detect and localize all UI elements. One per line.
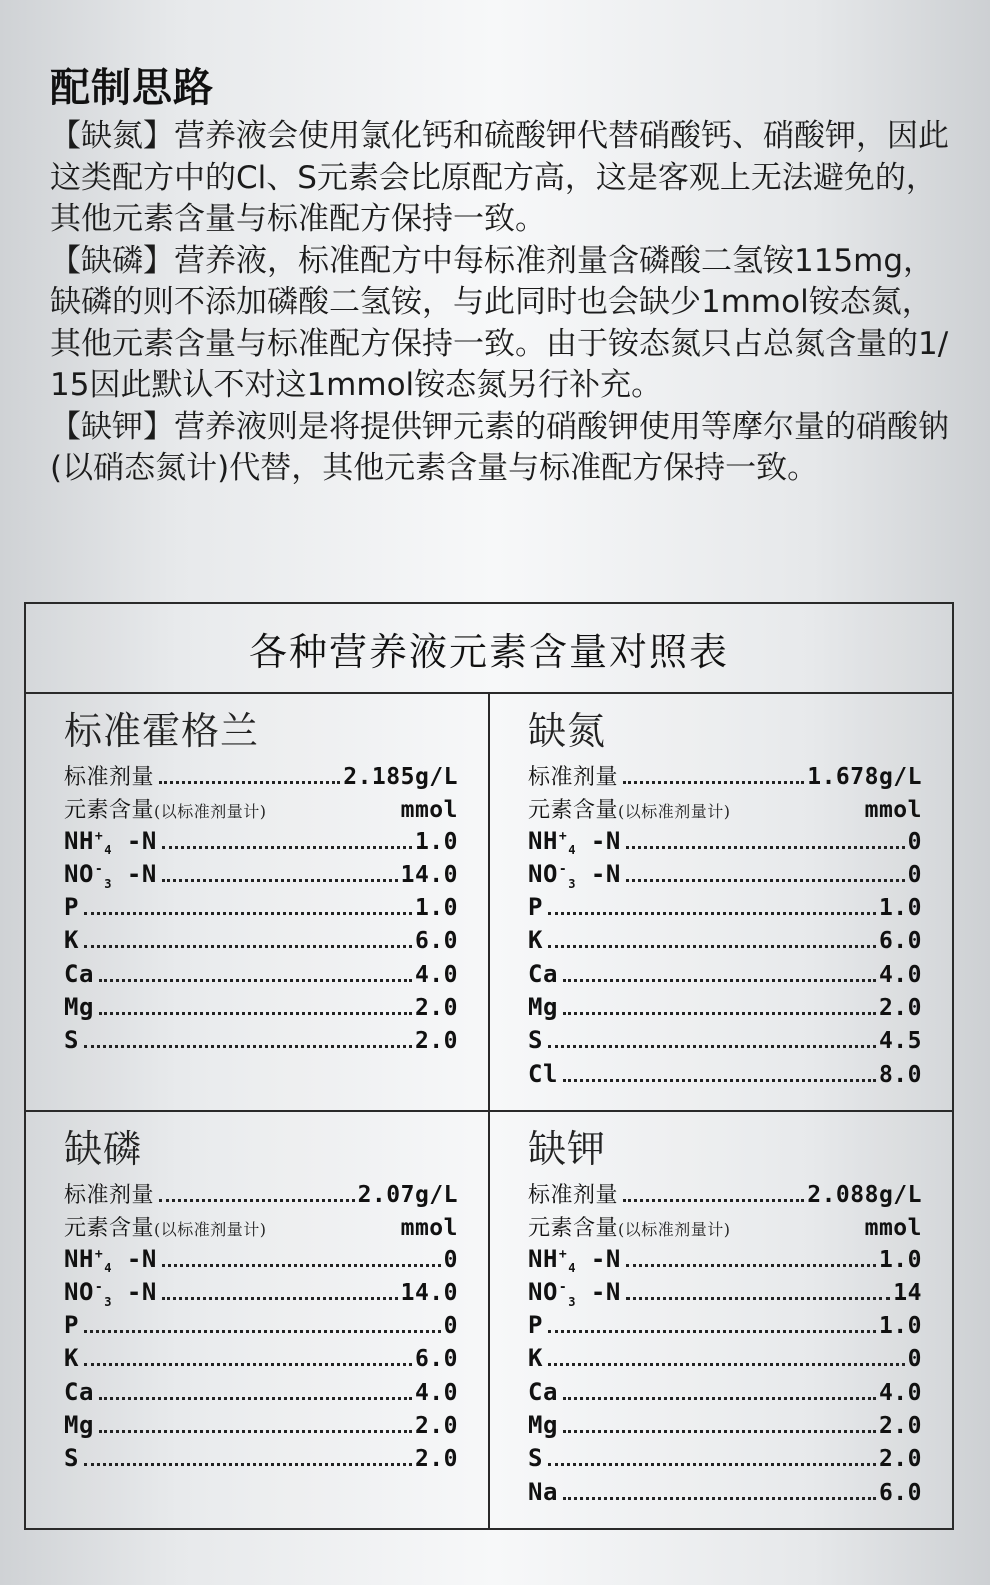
intro-paragraph-potassium: 【缺钾】营养液则是将提供钾元素的硝酸钾使用等摩尔量的硝酸钠(以硝态氮计)代替，其他元素含量与标准配方保持一致。 — [50, 408, 949, 486]
section-title: 缺磷 — [64, 1127, 143, 1171]
element-row — [64, 893, 458, 926]
element-value: 0 — [443, 1313, 458, 1340]
element-row — [528, 860, 922, 893]
element-label: K — [64, 1344, 79, 1373]
element-value: 4.0 — [878, 961, 922, 988]
content-header-row — [64, 793, 458, 826]
ion-tail: -N — [575, 1277, 621, 1306]
section-cell — [26, 694, 490, 1112]
ion-count: 4 — [104, 1261, 112, 1276]
intro-heading: 配制思路 — [50, 65, 214, 111]
dot-leader — [563, 1497, 876, 1500]
content-label: 元素含量(以标准剂量计) — [528, 798, 731, 824]
ion-base: NO — [64, 859, 94, 888]
element-value: 0 — [907, 828, 922, 855]
dose-row — [64, 1178, 458, 1211]
element-value: 14.0 — [400, 861, 458, 888]
element-value: 1.0 — [878, 1313, 922, 1340]
element-row — [64, 860, 458, 893]
element-label: K — [528, 926, 543, 955]
dot-leader — [626, 846, 905, 849]
ion-charge: + — [558, 1246, 568, 1262]
element-label — [64, 1278, 157, 1309]
ion-tail: -N — [111, 1244, 157, 1273]
element-row — [64, 827, 458, 860]
dot-leader — [563, 1079, 876, 1082]
element-row — [528, 1060, 922, 1093]
element-row — [64, 1278, 458, 1311]
element-value: 6.0 — [414, 1346, 458, 1373]
element-row — [64, 1411, 458, 1444]
element-value: 0 — [907, 861, 922, 888]
dot-leader — [626, 879, 905, 882]
element-label: S — [64, 1444, 79, 1473]
element-value: 0 — [443, 1246, 458, 1273]
ion-charge: + — [558, 828, 568, 844]
section-cell — [490, 694, 952, 1112]
element-value: 2.0 — [414, 1028, 458, 1055]
content-label: 元素含量(以标准剂量计) — [64, 798, 267, 824]
ion-base: NH — [64, 826, 94, 855]
dot-leader — [162, 1264, 441, 1267]
ion-charge: - — [558, 1279, 568, 1295]
element-value: 4.0 — [414, 961, 458, 988]
ion-base: NO — [64, 1277, 94, 1306]
ion-tail: -N — [111, 859, 157, 888]
element-label — [528, 827, 621, 858]
content-header-row — [528, 793, 922, 826]
element-label: P — [64, 893, 79, 922]
element-value: 0 — [907, 1346, 922, 1373]
dot-leader — [84, 945, 412, 948]
dot-leader — [548, 912, 876, 915]
element-row — [528, 1444, 922, 1477]
unit-label: mmol — [400, 1215, 458, 1242]
element-row — [528, 1245, 922, 1278]
element-row — [528, 1026, 922, 1059]
content-label: 元素含量(以标准剂量计) — [528, 1216, 731, 1242]
element-label: Mg — [528, 993, 558, 1022]
dose-label: 标准剂量 — [528, 1183, 619, 1208]
element-row — [528, 827, 922, 860]
dot-leader — [84, 1463, 412, 1466]
element-label: Mg — [64, 993, 94, 1022]
element-row — [528, 1344, 922, 1377]
dot-leader — [84, 1330, 441, 1333]
element-label: K — [528, 1344, 543, 1373]
dot-leader — [99, 1012, 412, 1015]
element-value: 2.0 — [878, 1413, 922, 1440]
element-row — [64, 1344, 458, 1377]
ion-tail: -N — [111, 826, 157, 855]
ion-tail: -N — [575, 859, 621, 888]
dose-label: 标准剂量 — [528, 765, 619, 790]
dot-leader — [626, 1264, 876, 1267]
element-value: 1.0 — [878, 895, 922, 922]
element-value: 6.0 — [878, 928, 922, 955]
table-title: 各种营养液元素含量对照表 — [26, 604, 952, 694]
element-label: Ca — [528, 959, 558, 988]
element-label: Ca — [64, 1377, 94, 1406]
element-row — [528, 926, 922, 959]
element-value: 2.0 — [414, 1413, 458, 1440]
ion-tail: -N — [111, 1277, 157, 1306]
element-row — [528, 1411, 922, 1444]
element-label: P — [528, 1311, 543, 1340]
element-row — [528, 1311, 922, 1344]
table-grid — [26, 694, 952, 1530]
dot-leader — [84, 1363, 412, 1366]
ion-count: 3 — [568, 876, 576, 891]
element-value: 2.0 — [878, 995, 922, 1022]
ion-count: 4 — [568, 1261, 576, 1276]
section-title: 缺钾 — [528, 1127, 607, 1171]
element-row — [64, 1378, 458, 1411]
element-row — [64, 1444, 458, 1477]
element-row — [64, 993, 458, 1026]
element-label: P — [64, 1311, 79, 1340]
element-label: S — [528, 1026, 543, 1055]
element-value: 1.0 — [414, 828, 458, 855]
dose-value: 2.07g/L — [357, 1182, 458, 1208]
ion-charge: - — [94, 1279, 104, 1295]
dot-leader — [626, 1297, 890, 1300]
element-row — [64, 926, 458, 959]
ion-base: NH — [64, 1244, 94, 1273]
dot-leader — [548, 1463, 876, 1466]
element-label — [64, 827, 157, 858]
dot-leader — [162, 846, 412, 849]
intro-section — [50, 64, 950, 490]
dose-row — [528, 1178, 922, 1211]
element-value: 2.0 — [414, 1446, 458, 1473]
dot-leader — [623, 781, 804, 784]
element-value: 14.0 — [400, 1279, 458, 1306]
content-note: (以标准剂量计) — [618, 1220, 731, 1240]
ion-count: 4 — [568, 843, 576, 858]
element-label — [528, 1278, 621, 1309]
content-header-row — [64, 1211, 458, 1244]
dose-row — [64, 760, 458, 793]
ion-tail: -N — [575, 1244, 621, 1273]
element-value: 14 — [893, 1279, 922, 1306]
dose-value: 1.678g/L — [807, 764, 922, 790]
element-label: K — [64, 926, 79, 955]
element-value: 4.0 — [414, 1379, 458, 1406]
ion-count: 3 — [104, 1294, 112, 1309]
element-row — [64, 960, 458, 993]
element-value: 2.0 — [414, 995, 458, 1022]
dot-leader — [159, 781, 340, 784]
content-note: (以标准剂量计) — [154, 1220, 267, 1240]
element-label: Cl — [528, 1059, 558, 1088]
element-row — [528, 1378, 922, 1411]
ion-charge: - — [558, 861, 568, 877]
dot-leader — [99, 979, 412, 982]
element-value: 2.0 — [878, 1446, 922, 1473]
comparison-table — [24, 602, 954, 1530]
ion-count: 3 — [568, 1294, 576, 1309]
element-value: 1.0 — [414, 895, 458, 922]
element-label: Ca — [64, 959, 94, 988]
element-label: Mg — [64, 1411, 94, 1440]
ion-charge: - — [94, 861, 104, 877]
dot-leader — [563, 1397, 876, 1400]
ion-base: NO — [528, 1277, 558, 1306]
element-label — [528, 1245, 621, 1276]
element-row — [528, 1278, 922, 1311]
element-value: 6.0 — [414, 928, 458, 955]
element-value: 6.0 — [878, 1479, 922, 1506]
ion-tail: -N — [575, 826, 621, 855]
element-label: Ca — [528, 1377, 558, 1406]
dot-leader — [99, 1397, 412, 1400]
ion-base: NH — [528, 1244, 558, 1273]
dot-leader — [84, 912, 412, 915]
dot-leader — [548, 1330, 876, 1333]
dot-leader — [563, 979, 876, 982]
dose-row — [528, 760, 922, 793]
dot-leader — [159, 1199, 355, 1202]
element-label: S — [64, 1026, 79, 1055]
unit-label: mmol — [400, 797, 458, 824]
element-row — [528, 993, 922, 1026]
dot-leader — [99, 1430, 412, 1433]
dot-leader — [548, 945, 876, 948]
ion-count: 4 — [104, 843, 112, 858]
dose-value: 2.088g/L — [807, 1182, 922, 1208]
element-row — [64, 1311, 458, 1344]
dot-leader — [162, 1297, 398, 1300]
dot-leader — [548, 1045, 876, 1048]
element-value: 4.5 — [878, 1028, 922, 1055]
element-row — [528, 960, 922, 993]
element-label: P — [528, 893, 543, 922]
section-cell — [26, 1112, 490, 1530]
element-label — [64, 860, 157, 891]
dot-leader — [548, 1363, 905, 1366]
ion-base: NH — [528, 826, 558, 855]
ion-charge: + — [94, 828, 104, 844]
element-value: 8.0 — [878, 1061, 922, 1088]
element-label: S — [528, 1444, 543, 1473]
element-label — [64, 1245, 157, 1276]
content-note: (以标准剂量计) — [618, 802, 731, 822]
element-label: Mg — [528, 1411, 558, 1440]
ion-count: 3 — [104, 876, 112, 891]
ion-base: NO — [528, 859, 558, 888]
element-label: Na — [528, 1477, 558, 1506]
element-label — [528, 860, 621, 891]
ion-charge: + — [94, 1246, 104, 1262]
dot-leader — [563, 1012, 876, 1015]
element-row — [528, 1478, 922, 1511]
content-header-row — [528, 1211, 922, 1244]
element-row — [528, 893, 922, 926]
dose-label: 标准剂量 — [64, 765, 155, 790]
intro-paragraph-phosphorus: 【缺磷】营养液，标准配方中每标准剂量含磷酸二氢铵115mg，缺磷的则不添加磷酸二氢铵，与此同时也会缺少1mmol铵态氮，其他元素含量与标准配方保持一致。由于铵态氮只占总氮含量的1/15因此默认不对这1mmol铵态氮另行补充。 — [50, 242, 949, 403]
section-title: 缺氮 — [528, 709, 607, 753]
element-value: 4.0 — [878, 1379, 922, 1406]
dot-leader — [623, 1199, 804, 1202]
dot-leader — [563, 1430, 876, 1433]
dose-value: 2.185g/L — [343, 764, 458, 790]
unit-label: mmol — [864, 797, 922, 824]
element-row — [64, 1245, 458, 1278]
section-title: 标准霍格兰 — [64, 709, 260, 753]
section-cell — [490, 1112, 952, 1530]
unit-label: mmol — [864, 1215, 922, 1242]
dot-leader — [84, 1045, 412, 1048]
element-row — [64, 1026, 458, 1059]
dose-label: 标准剂量 — [64, 1183, 155, 1208]
content-note: (以标准剂量计) — [154, 802, 267, 822]
intro-paragraph-nitrogen: 【缺氮】营养液会使用氯化钙和硫酸钾代替硝酸钙、硝酸钾，因此这类配方中的Cl、S元素会比原配方高，这是客观上无法避免的，其他元素含量与标准配方保持一致。 — [50, 118, 949, 237]
content-label: 元素含量(以标准剂量计) — [64, 1216, 267, 1242]
dot-leader — [162, 879, 398, 882]
element-value: 1.0 — [878, 1246, 922, 1273]
